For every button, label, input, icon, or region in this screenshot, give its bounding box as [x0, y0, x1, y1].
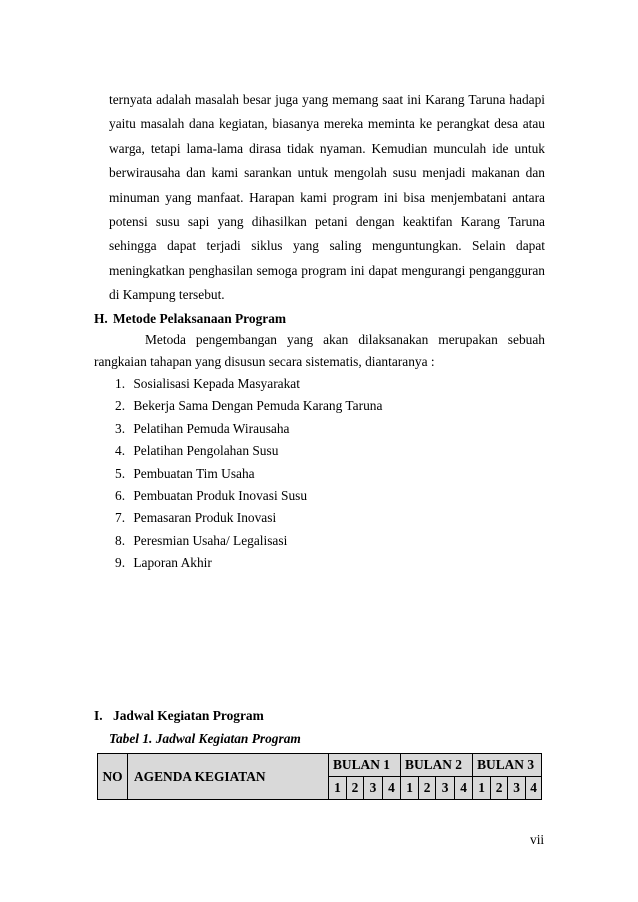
header-month: BULAN 2: [401, 754, 473, 777]
list-item-number: 3.: [115, 420, 126, 436]
list-item-text: Pemasaran Produk Inovasi: [133, 510, 277, 526]
list-item: [115, 485, 382, 507]
list-item-number: 1.: [115, 376, 126, 391]
header-week: 1: [473, 777, 491, 800]
section-h-letter: H.: [94, 311, 108, 326]
header-week: 4: [526, 777, 542, 800]
list-item: [115, 552, 382, 574]
header-week: 3: [364, 777, 383, 800]
list-item: [115, 463, 382, 485]
list-item-number: 8.: [115, 532, 126, 548]
list-item: [115, 373, 382, 395]
header-month: BULAN 3: [473, 754, 542, 777]
schedule-table: [97, 753, 542, 800]
list-item-number: 2.: [115, 398, 126, 414]
list-item-text: Pelatihan Pemuda Wirausaha: [133, 420, 290, 436]
section-i-letter: I.: [94, 708, 103, 723]
header-week: 2: [491, 777, 508, 800]
section-h-intro: Metoda pengembangan yang akan dilaksanakan merupakan sebuah rangkaian tahapan yang disusun secara sistematis, diantaranya :: [94, 332, 545, 369]
list-item: [115, 418, 382, 440]
body-paragraph: ternyata adalah masalah besar juga yang memang saat ini Karang Taruna hadapi yaitu masalah dana kegiatan, biasanya mereka meminta ke perangkat desa atau warga, tetapi lama-lama dirasa tidak nyaman. Kemudian munculah ide untuk berwirausaha dan kami sarankan untuk mengolah susu menjadi makanan dan minuman yang manfaat. Harapan kami program ini bisa menjembatani antara potensi susu sapi yang dihasilkan petani dengan keaktifan Karang Taruna sehingga dapat terjadi siklus yang saling menguntungkan. Selain dapat meningkatkan penghasilan semoga program ini dapat mengurangi pengangguran di Kampung tersebut.: [109, 92, 545, 303]
list-item: [115, 530, 382, 552]
list-item-text: Bekerja Sama Dengan Pemuda Karang Taruna: [133, 398, 383, 414]
section-h-heading: [94, 311, 286, 327]
method-steps-list: [115, 373, 382, 575]
list-item-text: Pelatihan Pengolahan Susu: [133, 443, 279, 459]
list-item-text: Laporan Akhir: [133, 555, 212, 571]
list-item-text: Pembuatan Tim Usaha: [133, 465, 255, 481]
list-item-text: Sosialisasi Kepada Masyarakat: [133, 376, 300, 391]
list-item: [115, 440, 382, 462]
page-number: vii: [530, 832, 545, 847]
table-header-row: [98, 754, 542, 777]
section-i-title: Jadwal Kegiatan Program: [113, 708, 264, 723]
list-item-number: 9.: [115, 555, 126, 571]
header-week: 1: [401, 777, 419, 800]
header-week: 2: [347, 777, 364, 800]
header-agenda: AGENDA KEGIATAN: [128, 754, 329, 800]
list-item-number: 6.: [115, 488, 126, 504]
list-item-number: 7.: [115, 510, 126, 526]
header-week: 1: [329, 777, 347, 800]
list-item: [115, 395, 382, 417]
list-item-number: 5.: [115, 465, 126, 481]
list-item-text: Pembuatan Produk Inovasi Susu: [133, 488, 308, 504]
header-week: 3: [436, 777, 455, 800]
header-week: 2: [419, 777, 436, 800]
header-month: BULAN 1: [329, 754, 401, 777]
list-item: [115, 507, 382, 529]
table-caption: Tabel 1. Jadwal Kegiatan Program: [109, 731, 301, 746]
list-item-number: 4.: [115, 443, 126, 459]
section-h-title: Metode Pelaksanaan Program: [113, 311, 287, 326]
header-no: NO: [98, 754, 128, 800]
header-week: 4: [455, 777, 473, 800]
section-i-heading: [94, 708, 264, 724]
header-week: 3: [508, 777, 526, 800]
list-item-text: Peresmian Usaha/ Legalisasi: [133, 532, 288, 548]
header-week: 4: [383, 777, 401, 800]
